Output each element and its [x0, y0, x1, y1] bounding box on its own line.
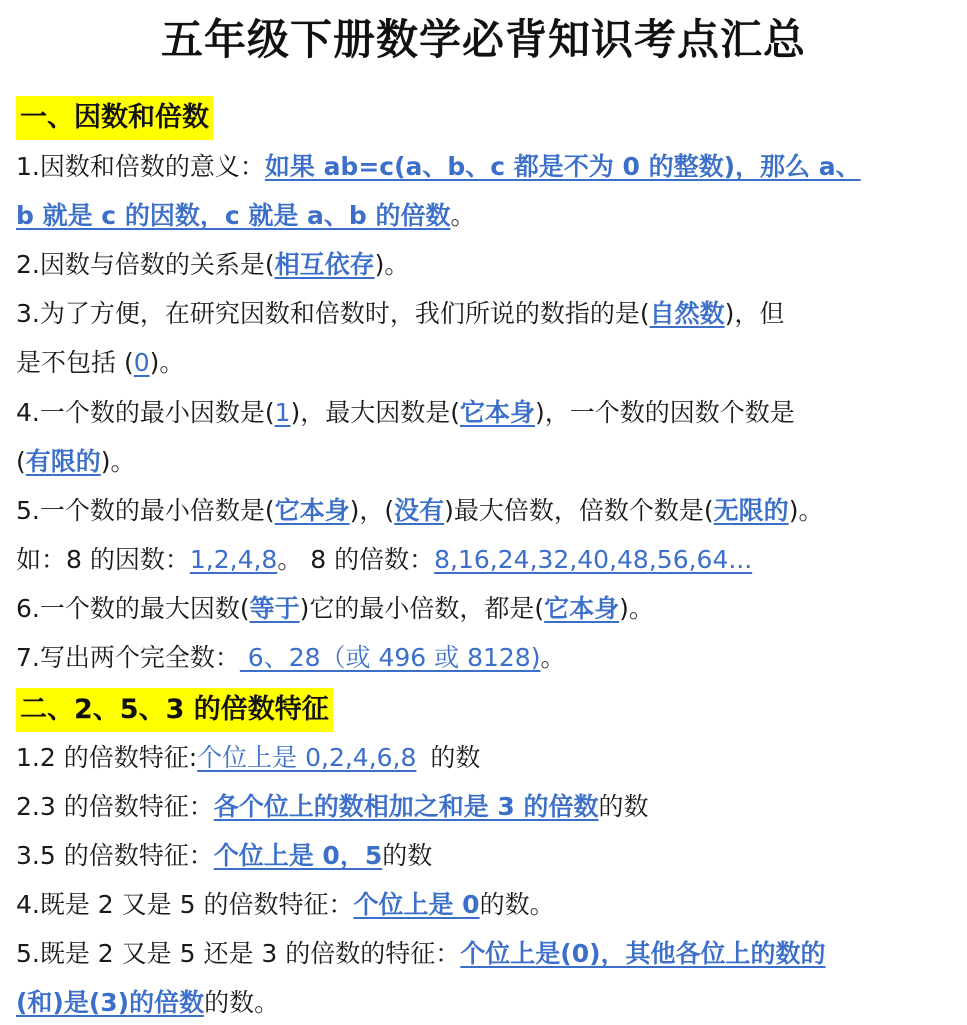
item-text: )它的最小倍数，都是(: [299, 594, 545, 623]
answer-text: 它本身: [544, 594, 620, 623]
item-text: 如：8 的因数：: [16, 545, 190, 574]
feature-2-line: [16, 790, 959, 824]
answer-text: 1,2,4,8: [189, 545, 278, 574]
answer-text: 自然数: [649, 299, 725, 328]
feature-5-line: [16, 937, 959, 971]
item-4-line-continued: [16, 445, 959, 479]
answer-text: 6、28（或 496 或 8128): [239, 643, 541, 672]
answer-text: 它本身: [274, 496, 350, 525]
item-3-line-continued: [16, 346, 959, 380]
answer-text: (和)是(3)的倍数: [16, 988, 205, 1017]
item-text: )。: [374, 250, 410, 279]
section-heading-multiple-features: 二、2、5、3 的倍数特征: [16, 688, 333, 732]
section-heading-factors-multiples: 一、因数和倍数: [16, 96, 213, 140]
item-text: 。: [540, 643, 566, 672]
answer-text: 个位上是 0,2,4,6,8: [197, 743, 417, 772]
item-text: 的数: [382, 841, 433, 870]
item-5-example-line: [16, 543, 959, 577]
answer-text: 相互依存: [274, 250, 375, 279]
answer-text: 1: [274, 398, 291, 427]
item-text: 是不包括 (: [16, 348, 134, 377]
item-text: 2.3 的倍数特征：: [16, 792, 214, 821]
answer-text: 个位上是 0，5: [213, 841, 383, 870]
item-text: 7.写出两个完全数：: [16, 643, 240, 672]
feature-3-line: [16, 839, 959, 873]
item-text: 3.为了方便，在研究因数和倍数时，我们所说的数指的是(: [16, 299, 650, 328]
item-text: 的数: [430, 743, 481, 772]
item-text: 1.2 的倍数特征:: [16, 743, 198, 772]
answer-text: 8,16,24,32,40,48,56,64...: [434, 545, 753, 574]
answer-text: 如果 ab=c(a、b、c 都是不为 0 的整数)，那么 a、: [264, 152, 861, 181]
answer-text: 有限的: [25, 447, 101, 476]
answer-text: 无限的: [713, 496, 789, 525]
item-3-line: [16, 297, 959, 331]
item-text: 1.因数和倍数的意义：: [16, 152, 265, 181]
item-1-line-continued: [16, 199, 959, 233]
item-text: )。: [788, 496, 824, 525]
item-text: )，一个数的因数个数是: [535, 398, 795, 427]
item-4-line: [16, 396, 959, 430]
answer-text: 各个位上的数相加之和是 3 的倍数: [213, 792, 599, 821]
item-text: 。 8 的倍数：: [277, 545, 435, 574]
item-2-line: [16, 248, 959, 282]
item-text: 的数: [598, 792, 649, 821]
item-5-line: [16, 494, 959, 528]
item-text: 4.既是 2 又是 5 的倍数特征：: [16, 890, 354, 919]
item-text: 5.既是 2 又是 5 还是 3 的倍数的特征：: [16, 939, 461, 968]
answer-text: 个位上是(0)，其他各位上的数的: [460, 939, 826, 968]
answer-text: 它本身: [460, 398, 536, 427]
item-7-line: [16, 641, 959, 675]
item-text: )，最大因数是(: [290, 398, 461, 427]
item-text: 的数。: [204, 988, 280, 1017]
answer-text: 没有: [394, 496, 445, 525]
feature-1-line: [16, 741, 959, 775]
item-text: 5.一个数的最小倍数是(: [16, 496, 275, 525]
item-text: 6.一个数的最大因数(: [16, 594, 250, 623]
item-text: 2.因数与倍数的关系是(: [16, 250, 275, 279]
item-text: )最大倍数，倍数个数是(: [444, 496, 714, 525]
page-title: 五年级下册数学必背知识考点汇总: [160, 15, 806, 64]
item-text: (: [16, 447, 26, 476]
item-1-line: [16, 150, 959, 184]
item-text: 4.一个数的最小因数是(: [16, 398, 275, 427]
item-text: )，(: [349, 496, 395, 525]
item-text: )。: [619, 594, 654, 623]
answer-text: 0: [133, 348, 150, 377]
item-text: 3.5 的倍数特征：: [16, 841, 214, 870]
feature-5-line-continued: [16, 986, 959, 1020]
answer-text: b 就是 c 的因数，c 就是 a、b 的倍数: [16, 201, 451, 230]
item-text: )，但: [724, 299, 785, 328]
item-6-line: [16, 592, 959, 626]
answer-text: 个位上是 0: [353, 890, 480, 919]
answer-text: 等于: [249, 594, 300, 623]
item-text: 的数。: [479, 890, 555, 919]
item-text: 。: [450, 201, 476, 230]
item-text: )。: [149, 348, 185, 377]
feature-4-line: [16, 888, 959, 922]
item-text: )。: [100, 447, 136, 476]
